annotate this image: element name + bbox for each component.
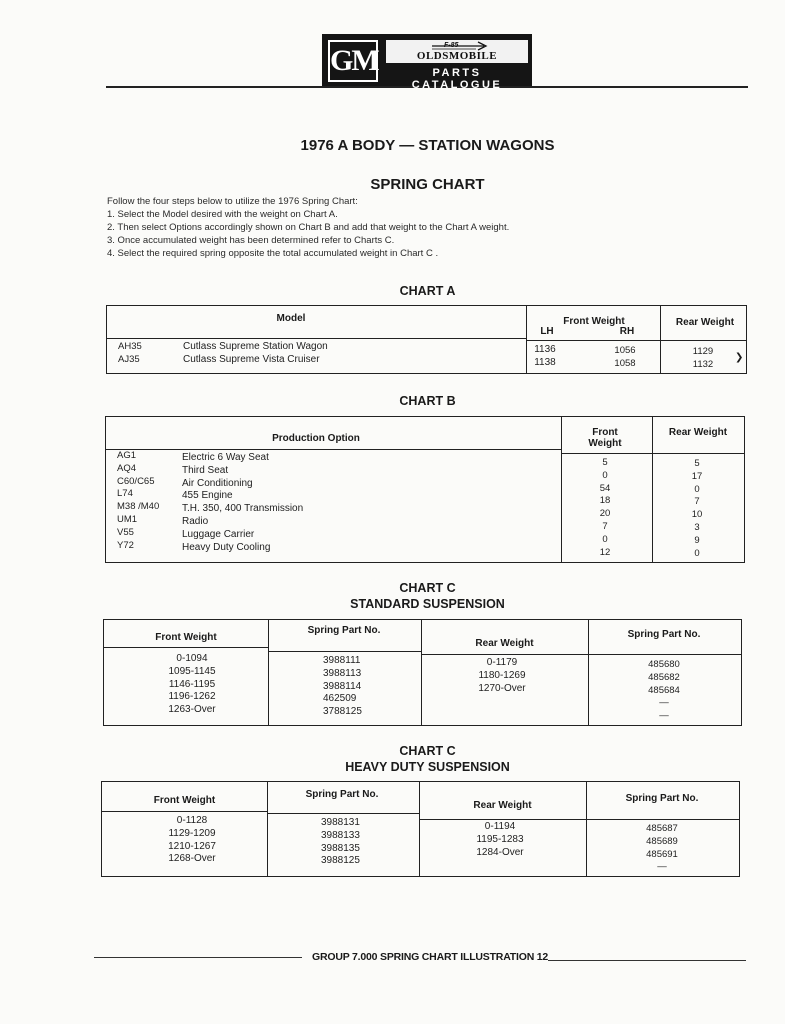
chart-a-rear-values [677,346,729,372]
table-cell: 9 [694,534,700,546]
chart-a-codes [118,341,142,367]
chart-c-heavy-rear-weights [464,821,536,859]
chart-a-model-header: Model [276,313,306,324]
table-cell: 0 [602,469,608,481]
table-cell: 3 [694,521,700,533]
chart-c-heavy-front-weights [142,815,242,866]
table-cell: 455 Engine [182,490,233,502]
chart-b-title: CHART B [399,394,456,408]
footer-rule-left [94,957,302,958]
chart-a-rh-header: RH [619,326,635,337]
table-cell: 485689 [646,835,678,847]
chart-a-rh-values [603,345,647,371]
table-cell: 1180-1269 [478,669,526,681]
chart-c-heavy-table [101,781,740,877]
table-cell: AJ35 [118,353,140,365]
table-cell: C60/C65 [117,475,155,487]
table-cell: 1132 [692,358,714,370]
table-cell: 12 [599,546,611,558]
table-cell: Luggage Carrier [182,528,255,540]
chart-a-lh-values [525,344,565,370]
chart-b-option-header: Production Option [272,433,360,444]
model-badge-text: F-85 [444,42,459,49]
table-cell: Cutlass Supreme Vista Cruiser [183,353,320,365]
chart-c-standard-rear-parts [636,659,692,723]
chart-c-standard-rear-spring-part-header: Spring Part No. [627,629,701,640]
table-cell: 1129 [692,346,714,357]
instruction-step: 4. Select the required spring opposite the total accumulated weight in Chart C . [107,248,439,259]
table-cell: 5 [602,457,608,468]
table-cell: 462509 [323,693,357,705]
chart-a-title: CHART A [399,284,456,298]
table-cell: 1210-1267 [168,840,216,852]
table-cell: 1129-1209 [168,827,216,839]
table-cell: 1058 [614,357,636,369]
table-cell: Air Conditioning [182,477,253,489]
chart-c-standard-title: CHART C [399,581,456,595]
table-cell: 18 [599,495,611,507]
table-cell: 485691 [646,848,678,860]
table-cell: AH35 [118,341,142,352]
table-cell: Radio [182,515,209,527]
table-cell: 1136 [534,344,556,355]
table-cell: 3988135 [321,842,360,854]
table-cell: AG1 [117,450,137,461]
chart-b-codes [117,450,159,552]
table-cell: — [659,697,669,709]
table-cell: 485684 [648,684,680,696]
table-cell: Heavy Duty Cooling [182,541,271,553]
instructions [107,195,707,260]
chart-c-heavy-rear-parts [634,823,690,874]
chart-c-standard-rear-weight-header: Rear Weight [475,638,534,649]
table-cell: UM1 [117,513,138,525]
table-cell: 0 [694,547,700,559]
chart-c-heavy-rear-weight-header: Rear Weight [473,800,532,811]
table-cell: 3788125 [323,706,362,718]
table-cell: 1056 [614,345,636,356]
table-cell: 1095-1145 [168,665,216,677]
table-cell: 485687 [646,823,678,834]
table-cell: 1268-Over [168,853,216,865]
table-cell: 1138 [534,356,556,368]
chart-c-standard-table [103,619,742,726]
margin-mark: ❯ [735,352,744,363]
chart-b-options [182,452,303,554]
table-cell: M38 /M40 [117,501,160,513]
catalogue-name: PARTS CATALOGUE [411,67,503,91]
table-cell: T.H. 350, 400 Transmission [182,503,304,515]
page-title: 1976 A BODY — STATION WAGONS [300,137,555,154]
chart-a-lh-header: LH [540,326,554,337]
chart-a-front-weight-header: Front Weight [563,316,625,327]
table-cell: 0 [602,533,608,545]
chart-c-heavy-subtitle: HEAVY DUTY SUSPENSION [345,760,510,774]
instruction-step: 1. Select the Model desired with the weight on Chart A. [107,209,338,220]
instruction-step: 2. Then select Options accordingly shown on Chart B and add that weight to the Chart A weight. [107,222,510,233]
chart-b-rear-weight-header: Rear Weight [668,427,728,438]
chart-c-standard-subtitle: STANDARD SUSPENSION [350,597,505,611]
table-cell: 0-1094 [176,653,208,664]
chart-c-heavy-front-parts [321,817,360,868]
chart-c-heavy-spring-part-header: Spring Part No. [305,789,379,800]
instruction-step: 3. Once accumulated weight has been determined refer to Charts C. [107,235,395,246]
table-cell: 5 [694,458,700,469]
table-cell: 0-1179 [486,657,518,668]
section-title: SPRING CHART [370,176,485,193]
chart-c-heavy-front-weight-header: Front Weight [153,795,216,806]
table-cell: 0 [694,483,700,495]
chart-b-front-values [582,457,628,559]
table-cell: — [657,861,667,873]
table-cell: 20 [599,508,611,520]
chart-c-standard-rear-weights [466,657,538,695]
table-cell: 1195-1283 [476,833,524,845]
table-cell: 7 [694,496,700,508]
table-cell: 0-1194 [484,821,516,832]
table-cell: Third Seat [182,464,229,476]
table-cell: 1284-Over [476,846,524,858]
table-cell: 3988131 [321,817,360,828]
chart-c-standard-front-parts [323,655,362,719]
table-cell: Electric 6 Way Seat [182,452,269,463]
table-cell: 485682 [648,671,680,683]
table-cell: 3988133 [321,829,360,841]
gm-logo-mark: GM [328,40,378,82]
footer-rule-right [548,960,746,961]
table-cell: 1146-1195 [168,678,216,690]
table-cell: 485680 [648,659,680,670]
table-cell: Y72 [117,539,134,551]
table-cell: 54 [599,482,611,494]
footer-caption: GROUP 7.000 SPRING CHART ILLUSTRATION 12 [312,951,549,963]
table-cell: 1270-Over [478,682,526,694]
table-cell: 3988111 [323,655,361,666]
chart-c-standard-front-weight-header: Front Weight [155,632,217,643]
table-cell: 17 [691,470,703,482]
chart-b-rear-values [674,458,720,560]
table-cell: AQ4 [117,462,137,474]
table-cell: 1196-1262 [168,691,216,703]
table-cell: 10 [691,509,703,521]
chart-c-standard-front-weights [144,653,240,717]
table-cell: 0-1128 [176,815,208,826]
table-cell: 7 [602,520,608,532]
table-cell: — [659,710,669,722]
chart-c-heavy-rear-spring-part-header: Spring Part No. [625,793,699,804]
chart-b-table [105,416,745,563]
table-cell: V55 [117,526,134,538]
brand-panel [386,40,528,63]
instructions-intro: Follow the four steps below to utilize the 1976 Spring Chart: [107,196,358,207]
chart-c-standard-spring-part-header: Spring Part No. [307,625,381,636]
page-header [0,0,785,100]
chart-a-table [106,305,747,374]
table-cell: 3988114 [323,680,362,692]
gm-oldsmobile-logo [322,34,532,91]
table-cell: 3988113 [323,667,362,679]
chart-b-front-weight-header: Front Weight [588,427,622,449]
table-cell: Cutlass Supreme Station Wagon [183,341,328,352]
chart-a-models [183,341,328,367]
chart-a-rear-weight-header: Rear Weight [675,317,735,328]
table-cell: 3988125 [321,855,360,867]
table-cell: 1263-Over [168,704,216,716]
chart-c-heavy-title: CHART C [399,744,456,758]
brand-name: OLDSMOBILE [416,50,498,62]
table-cell: L74 [117,488,133,500]
